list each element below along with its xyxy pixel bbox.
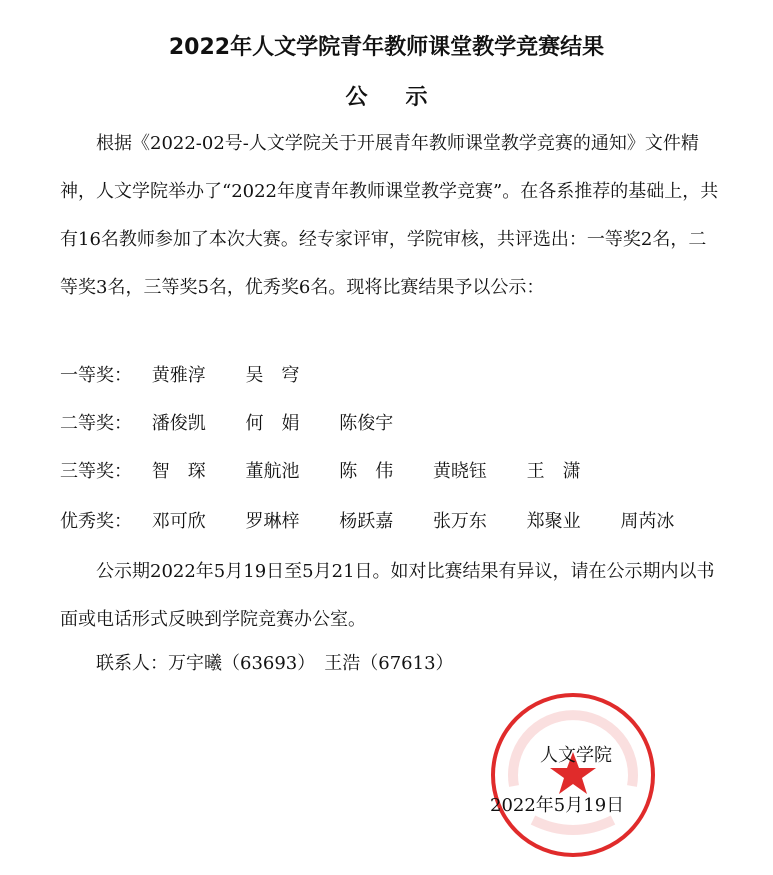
award-name: 陈 伟 xyxy=(339,461,394,482)
award-row-third xyxy=(60,458,615,486)
intro-paragraph: 根据《2022-02号-人文学院关于开展青年教师课堂教学竞赛的通知》文件精神，人文学院举办了“2022年度青年教师课堂教学竞赛”。在各系推荐的基础上，共有16名教师参加了本次大赛。经专家评审，学院审核，共评选出：一等奖2名，二等奖3名，三等奖5名，优秀奖6名。现将比赛结果予以公示： xyxy=(60,133,719,298)
award-row-first xyxy=(60,362,333,390)
award-name: 周芮冰 xyxy=(620,511,675,532)
contact-line: 联系人：万宇曦（63693） 王浩（67613） xyxy=(96,653,454,674)
document-title: 2022年人文学院青年教师课堂教学竞赛结果 xyxy=(168,35,605,60)
award-name: 罗琳梓 xyxy=(245,511,300,532)
award-name: 黄雅淳 xyxy=(151,365,206,386)
signature-department: 人文学院 xyxy=(540,745,612,766)
award-name: 董航池 xyxy=(245,461,300,482)
award-name: 吴 穹 xyxy=(245,365,300,386)
award-label: 二等奖： xyxy=(60,413,132,434)
official-seal xyxy=(488,690,658,860)
signature-date: 2022年5月19日 xyxy=(490,795,625,816)
award-name: 陈俊宇 xyxy=(339,413,394,434)
award-label: 三等奖： xyxy=(60,461,132,482)
award-name: 黄晓钰 xyxy=(432,461,487,482)
award-row-second xyxy=(60,410,427,438)
award-name: 何 娟 xyxy=(245,413,300,434)
document-subtitle: 公示 xyxy=(345,85,466,110)
award-name: 潘俊凯 xyxy=(151,413,206,434)
notice-paragraph: 公示期2022年5月19日至5月21日。如对比赛结果有异议，请在公示期内以书面或电话形式反映到学院竞赛办公室。 xyxy=(60,561,715,630)
award-name: 王 潇 xyxy=(526,461,581,482)
award-name: 张万东 xyxy=(432,511,487,532)
award-name: 杨跃嘉 xyxy=(339,511,394,532)
award-row-excellence xyxy=(60,508,674,536)
award-name: 智 琛 xyxy=(151,461,206,482)
award-name: 郑聚业 xyxy=(526,511,581,532)
award-label: 优秀奖： xyxy=(60,511,132,532)
award-name: 邓可欣 xyxy=(151,511,206,532)
award-label: 一等奖： xyxy=(60,365,132,386)
